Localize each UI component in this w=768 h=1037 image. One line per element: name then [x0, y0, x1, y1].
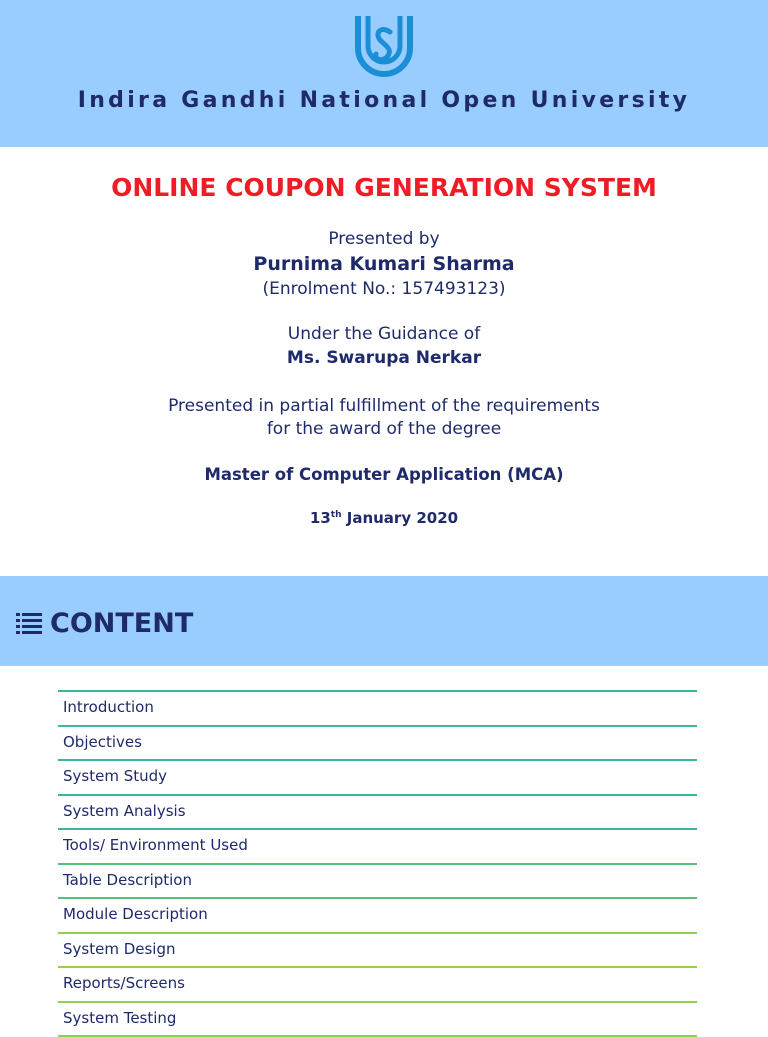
- content-heading: CONTENT: [50, 608, 193, 639]
- guidance-label: Under the Guidance of: [0, 324, 768, 344]
- presentation-date: [0, 509, 768, 527]
- ignou-logo: [352, 14, 416, 80]
- list-item: Table Description: [58, 865, 697, 900]
- list-item: System Study: [58, 761, 697, 796]
- list-icon: [16, 612, 42, 636]
- enrolment-number: (Enrolment No.: 157493123): [0, 279, 768, 299]
- list-item: System Design: [58, 934, 697, 969]
- university-name: Indira Gandhi National Open University: [0, 88, 768, 113]
- list-item: System Testing: [58, 1003, 697, 1037]
- list-item: System Analysis: [58, 796, 697, 831]
- list-item: Introduction: [58, 692, 697, 727]
- fulfillment-line-1: Presented in partial fulfillment of the requirements: [0, 396, 768, 416]
- project-title: ONLINE COUPON GENERATION SYSTEM: [0, 173, 768, 202]
- list-item: Objectives: [58, 727, 697, 762]
- date-day: 13: [310, 509, 331, 527]
- contents-list: [58, 690, 697, 1037]
- guide-name: Ms. Swarupa Nerkar: [0, 348, 768, 368]
- list-item: Module Description: [58, 899, 697, 934]
- presented-by-label: Presented by: [0, 229, 768, 249]
- fulfillment-line-2: for the award of the degree: [0, 419, 768, 439]
- date-suffix: th: [331, 510, 342, 520]
- list-item: Reports/Screens: [58, 968, 697, 1003]
- degree-name: Master of Computer Application (MCA): [0, 465, 768, 484]
- list-item: Tools/ Environment Used: [58, 830, 697, 865]
- presenter-name: Purnima Kumari Sharma: [0, 253, 768, 275]
- date-rest: January 2020: [342, 509, 459, 527]
